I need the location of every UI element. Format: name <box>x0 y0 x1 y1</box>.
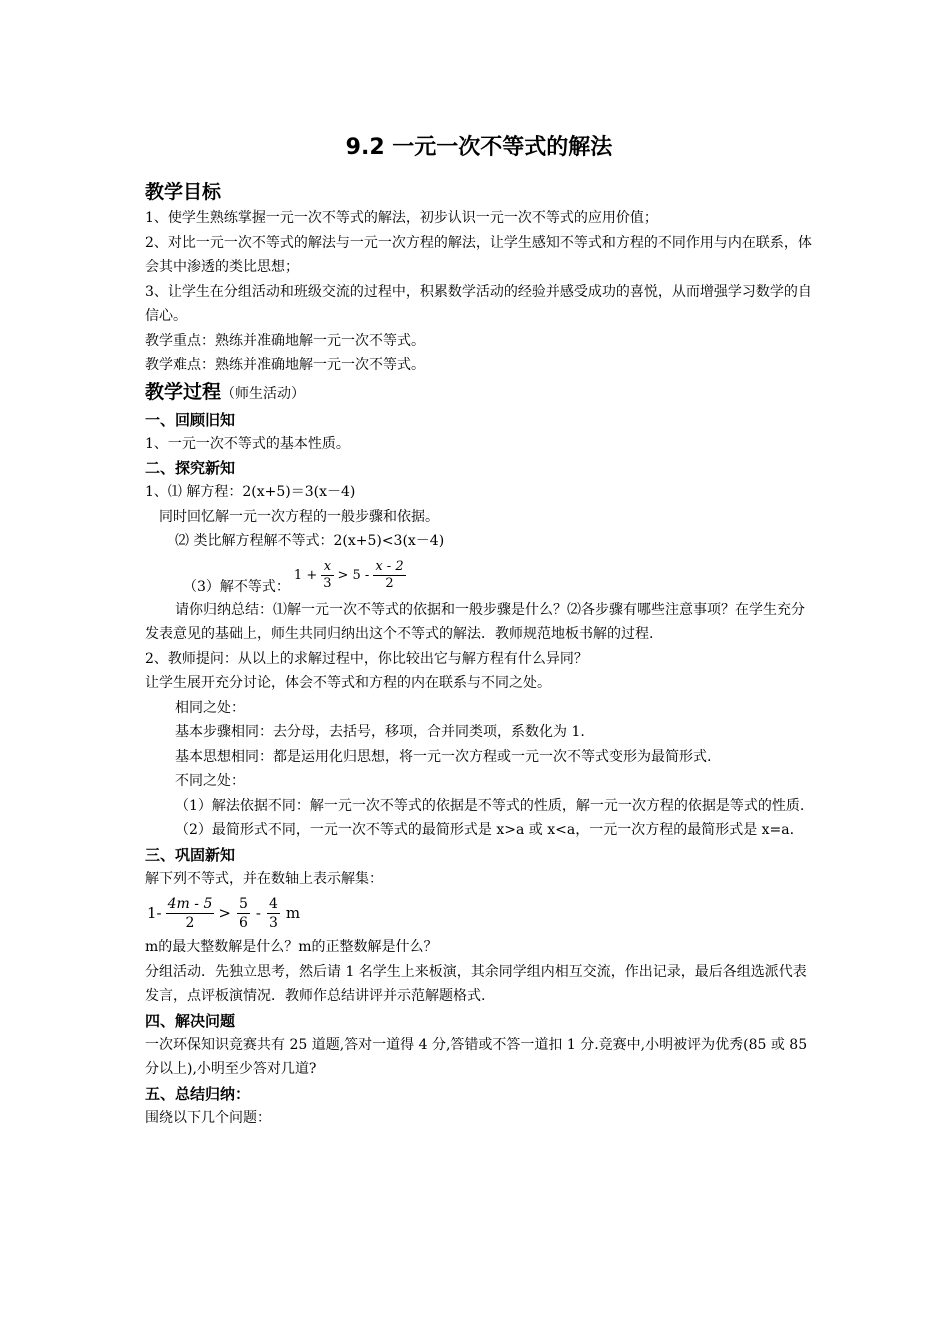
goals-heading: 教学目标 <box>145 181 222 203</box>
section-3-line-3: 分组活动．先独立思考，然后请 1 名学生上来板演，其余同学组内相互交流，作出记录，最后各组选派代表发言，点评板演情况．教师作总结讲评并示范解题格式. <box>145 963 807 1004</box>
diff-point-1: （1）解法依据不同：解一元一次不等式的依据是不等式的性质，解一元一次方程的依据是等式的性质. <box>175 797 805 814</box>
section-2-discussion: 让学生展开充分讨论，体会不等式和方程的内在联系与不同之处。 <box>145 675 551 691</box>
section-2-question: 2、教师提问：从以上的求解过程中，你比较出它与解方程有什么异同？ <box>145 650 588 667</box>
process-subheading: （师生活动） <box>221 385 306 402</box>
ineqm-term-a: 1- <box>147 904 162 922</box>
ineq3-term-a: 1 + <box>293 567 318 583</box>
key-point: 教学重点：熟练并准确地解一元一次不等式。 <box>145 332 425 349</box>
same-point-1: 基本步骤相同：去分母，去括号，移项，合并同类项，系数化为 1. <box>175 724 585 740</box>
section-2-line-1: 1、⑴ 解方程：2(x+5)＝3(x－4) <box>145 484 356 500</box>
ineqm-fraction-2 <box>235 895 252 932</box>
section-2-line-2: 同时回忆解一元一次方程的一般步骤和依据。 <box>159 508 439 525</box>
same-heading: 相同之处： <box>175 699 245 716</box>
ineqm-f1-num: 4m - 5 <box>167 895 213 912</box>
ineq3-f1-den: 3 <box>323 575 332 591</box>
process-heading <box>145 378 813 408</box>
same-point-2: 基本思想相同：都是运用化归思想，将一元一次方程或一元一次不等式变形为最简形式. <box>175 748 712 765</box>
section-1-line: 1、一元一次不等式的基本性质。 <box>145 435 350 452</box>
section-3-line-1: 解下列不等式，并在数轴上表示解集： <box>145 870 383 887</box>
goal-line-3: 3、让学生在分组活动和班级交流的过程中，积累数学活动的经验并感受成功的喜悦，从而增强学习数学的自信心。 <box>145 283 812 324</box>
inequality-m <box>145 891 813 935</box>
inequality-3-expression <box>292 559 408 592</box>
ineqm-f1-den: 2 <box>185 914 195 931</box>
goal-line-1: 1、使学生熟练掌握一元一次不等式的解法，初步认识一元一次不等式的应用价值； <box>145 210 658 226</box>
ineqm-f3-num: 4 <box>268 895 278 912</box>
difficult-point: 教学难点：熟练并准确地解一元一次不等式。 <box>145 357 425 373</box>
ineqm-op2: - <box>255 904 261 922</box>
ineq3-fraction-2 <box>373 559 405 592</box>
goal-line-2: 2、对比一元一次不等式的解法与一元一次方程的解法，让学生感知不等式和方程的不同作用与内在联系，体会其中渗透的类比思想； <box>145 234 812 275</box>
section-5-heading: 五、总结归纳： <box>145 1084 251 1103</box>
section-4-heading: 四、解决问题 <box>145 1011 236 1030</box>
ineq3-op: > 5 - <box>337 567 370 583</box>
ineqm-op: > <box>218 904 231 922</box>
section-3-heading: 三、巩固新知 <box>145 845 236 864</box>
section-3-line-2: m的最大整数解是什么？m的正整数解是什么？ <box>145 939 438 955</box>
ineqm-f2-num: 5 <box>238 895 248 912</box>
section-2-line-3: ⑵ 类比解方程解不等式：2(x+5)<3(x－4) <box>175 533 445 549</box>
diff-point-2: （2）最简形式不同，一元一次不等式的最简形式是 x>a 或 x<a，一元一次方程的最简形式是 x=a. <box>175 822 795 838</box>
section-5-line-1: 围绕以下几个问题： <box>145 1109 271 1126</box>
section-2-summary: 请你归纳总结：⑴解一元一次不等式的依据和一般步骤是什么？⑵各步骤有哪些注意事项？在学生充分发表意见的基础上，师生共同归纳出这个不等式的解法．教师规范地板书解的过程. <box>145 601 805 642</box>
section-4-line-1: 一次环保知识竞赛共有 25 道题,答对一道得 4 分,答错或不答一道扣 1 分.竞赛中,小明被评为优秀(85 或 85 分以上),小明至少答对几道? <box>145 1036 808 1077</box>
ineq3-f1-num: x <box>321 559 333 576</box>
ineq3-fraction-1 <box>321 559 333 592</box>
page-title: 9.2 一元一次不等式的解法 <box>345 135 613 160</box>
section-1-heading: 一、回顾旧知 <box>145 410 236 429</box>
ineqm-f3-den: 3 <box>268 914 278 931</box>
diff-heading: 不同之处： <box>175 773 245 789</box>
section-2-heading: 二、探究新知 <box>145 459 236 477</box>
ineqm-fraction-3 <box>265 895 282 932</box>
ineqm-fraction-1 <box>166 895 215 932</box>
ineq3-f2-num: x - 2 <box>375 558 404 574</box>
inequality-3 <box>145 554 813 598</box>
inequality-3-label: （3）解不等式： <box>183 578 290 595</box>
document-page <box>145 128 813 1130</box>
process-heading-text: 教学过程 <box>145 380 222 403</box>
ineqm-tail: m <box>285 904 301 922</box>
ineq3-f2-den: 2 <box>385 575 394 591</box>
ineqm-f2-den: 6 <box>238 914 248 931</box>
